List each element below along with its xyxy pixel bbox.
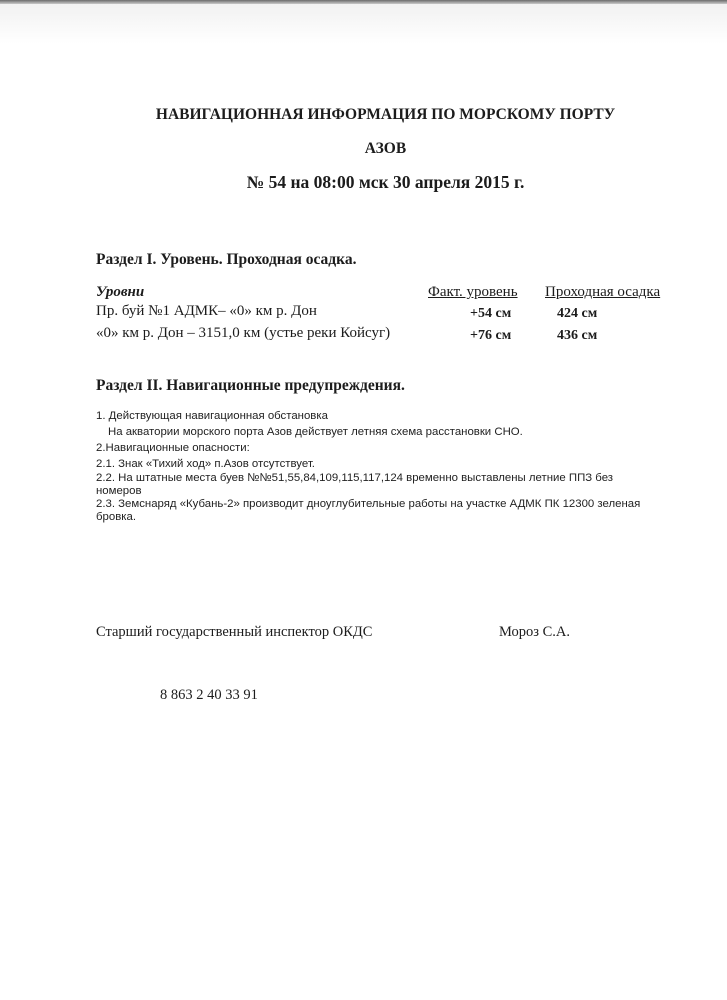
warning-item: 2.1. Знак «Тихий ход» п.Азов отсутствует. [96, 458, 315, 470]
warning-item: 2.Навигационные опасности: [96, 442, 250, 454]
level-row-name: «0» км р. Дон – 3151,0 км (устье реки Койсуг) [96, 325, 391, 341]
report-number-date: № 54 на 08:00 мск 30 апреля 2015 г. [246, 172, 525, 192]
warning-item: На акватории морского порта Азов действует летняя схема расстановки СНО. [108, 426, 523, 438]
column-header-draft: Проходная осадка [545, 284, 661, 300]
signatory-name: Мороз С.А. [499, 624, 571, 640]
scan-haze [0, 4, 727, 44]
signatory-role: Старший государственный инспектор ОКДС [96, 624, 373, 640]
section-1-title: Раздел I. Уровень. Проходная осадка. [96, 251, 357, 268]
level-row-draft: 424 см [557, 306, 598, 321]
port-name: АЗОВ [364, 140, 407, 157]
warning-item: 1. Действующая навигационная обстановка [96, 410, 328, 422]
warning-item: 2.3. Земснаряд «Кубань-2» производит дноуглубительные работы на участке АДМК ПК 12300 зеленая бровка. [96, 498, 641, 523]
level-row-fact-level: +54 см [470, 306, 512, 321]
level-row-draft: 436 см [557, 328, 598, 343]
section-2-title: Раздел II. Навигационные предупреждения. [96, 377, 405, 394]
column-header-fact-level: Факт. уровень [428, 284, 518, 300]
level-row-fact-level: +76 см [470, 328, 512, 343]
contact-phone: 8 863 2 40 33 91 [160, 687, 258, 703]
column-header-levels: Уровни [96, 284, 145, 300]
level-row-name: Пр. буй №1 АДМК– «0» км р. Дон [96, 303, 317, 319]
warning-item: 2.2. На штатные места буев №№51,55,84,109,115,117,124 временно выставлены летние ППЗ без номеров [96, 472, 613, 497]
document-title: НАВИГАЦИОННАЯ ИНФОРМАЦИЯ ПО МОРСКОМУ ПОРТУ [155, 106, 616, 123]
